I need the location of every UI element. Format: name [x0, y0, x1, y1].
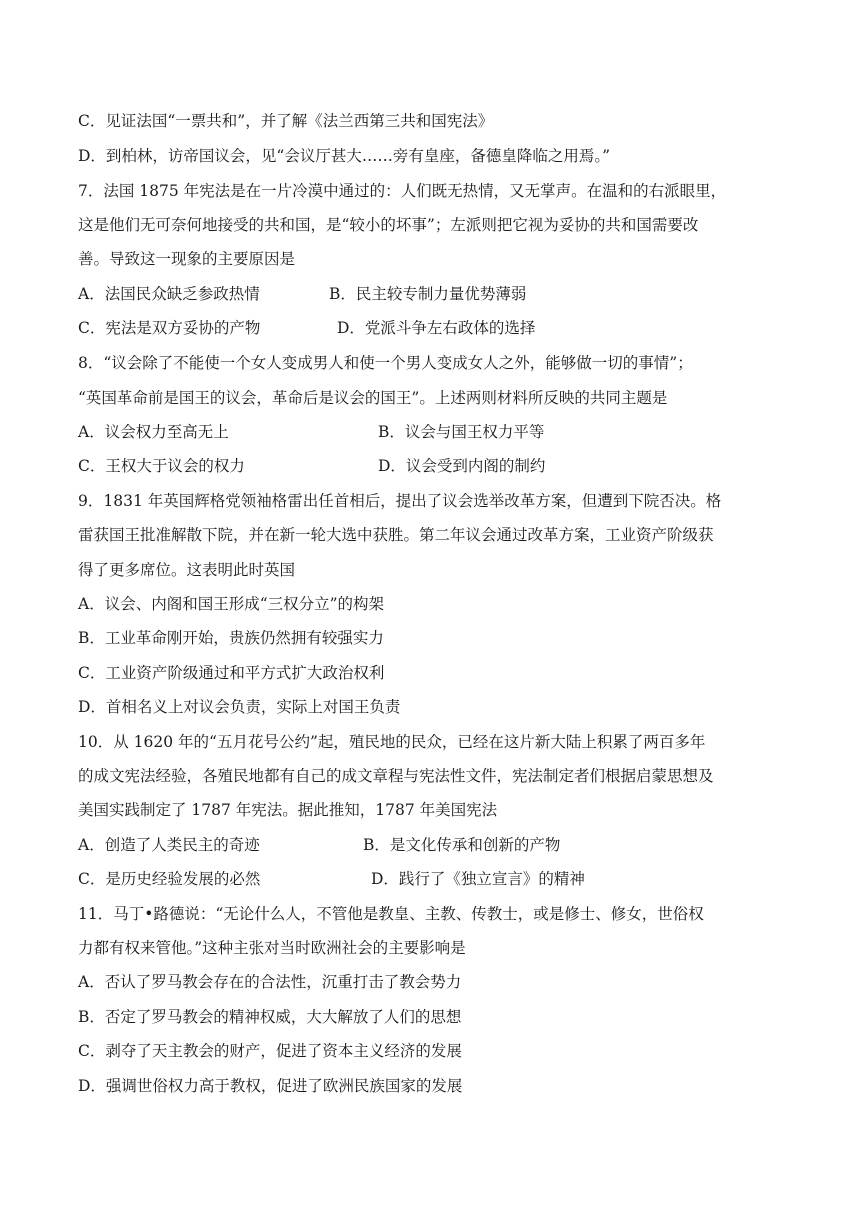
q11-option-a: A．否认了罗马教会存在的合法性，沉重打击了教会势力 [78, 973, 462, 991]
q10-options-row-1 [78, 835, 778, 855]
q8-option-a: A．议会权力至高无上 [78, 423, 229, 441]
q11-option-b: B．否定了罗马教会的精神权威，大大解放了人们的思想 [78, 1008, 462, 1026]
q10-option-a: A．创造了人类民主的奇迹 [78, 836, 260, 854]
q7-options-row-2 [78, 318, 778, 338]
q6-option-c: C．见证法国“一票共和”，并了解《法兰西第三共和国宪法》 [78, 112, 494, 130]
q9-stem-line-3: 得了更多席位。这表明此时英国 [78, 561, 296, 579]
q11-option-d: D．强调世俗权力高于教权，促进了欧洲民族国家的发展 [78, 1077, 463, 1095]
q10-options-row-2 [78, 869, 778, 889]
q7-option-a: A．法国民众缺乏参政热情 [78, 285, 260, 303]
q8-option-b: B．议会与国王权力平等 [378, 423, 545, 441]
q8-stem-line-1: 8．“议会除了不能使一个女人变成男人和使一个男人变成女人之外，能够做一切的事情”； [78, 354, 693, 372]
q7-stem-line-3: 善。导致这一现象的主要原因是 [78, 250, 296, 268]
q10-stem-line-1: 10．从 1620 年的“五月花号公约”起，殖民地的民众，已经在这片新大陆上积累了两百多年 [78, 733, 706, 751]
q9-stem-line-2: 雷获国王批准解散下院，并在新一轮大选中获胜。第二年议会通过改革方案，工业资产阶级获 [78, 526, 714, 544]
q10-option-c: C．是历史经验发展的必然 [78, 870, 261, 888]
q8-option-c: C．王权大于议会的权力 [78, 457, 245, 475]
q7-options-row-1 [78, 284, 778, 304]
q9-option-a: A．议会、内阁和国王形成“三权分立”的构架 [78, 595, 385, 613]
q6-option-d: D．到柏林，访帝国议会，见“会议厅甚大……旁有皇座，备德皇降临之用焉。” [78, 147, 611, 165]
q11-stem-line-2: 力都有权来管他。”这种主张对当时欧洲社会的主要影响是 [78, 939, 466, 957]
q8-options-row-2 [78, 456, 778, 476]
q9-option-d: D．首相名义上对议会负责，实际上对国王负责 [78, 698, 401, 716]
q8-option-d: D．议会受到内阁的制约 [378, 457, 546, 475]
q10-option-b: B．是文化传承和创新的产物 [363, 836, 561, 854]
q10-option-d: D．践行了《独立宣言》的精神 [371, 870, 585, 888]
q11-option-c: C．剥夺了天主教会的财产，促进了资本主义经济的发展 [78, 1042, 462, 1060]
q9-option-c: C．工业资产阶级通过和平方式扩大政治权利 [78, 664, 385, 682]
q7-option-b: B．民主较专制力量优势薄弱 [329, 285, 527, 303]
q8-options-row-1 [78, 422, 778, 442]
q8-stem-line-2: “英国革命前是国王的议会，革命后是议会的国王”。上述两则材料所反映的共同主题是 [78, 389, 668, 407]
q10-stem-line-2: 的成文宪法经验，各殖民地都有自己的成文章程与宪法性文件，宪法制定者们根据启蒙思想及 [78, 767, 714, 785]
q7-option-c: C．宪法是双方妥协的产物 [78, 319, 261, 337]
q9-stem-line-1: 9．1831 年英国辉格党领袖格雷出任首相后，提出了议会选举改革方案，但遭到下院否决。格 [78, 492, 722, 510]
q9-option-b: B．工业革命刚开始，贵族仍然拥有较强实力 [78, 629, 384, 647]
q7-stem-line-2: 这是他们无可奈何地接受的共和国，是“较小的坏事”；左派则把它视为妥协的共和国需要改 [78, 216, 699, 234]
q7-stem-line-1: 7．法国 1875 年宪法是在一片冷漠中通过的：人们既无热情，又无掌声。在温和的右派眼里， [78, 182, 727, 200]
q10-stem-line-3: 美国实践制定了 1787 年宪法。据此推知，1787 年美国宪法 [78, 801, 498, 819]
q7-option-d: D．党派斗争左右政体的选择 [337, 319, 536, 337]
q11-stem-line-1: 11．马丁•路德说：“无论什么人，不管他是教皇、主教、传教士，或是修士、修女，世俗权 [78, 905, 704, 923]
